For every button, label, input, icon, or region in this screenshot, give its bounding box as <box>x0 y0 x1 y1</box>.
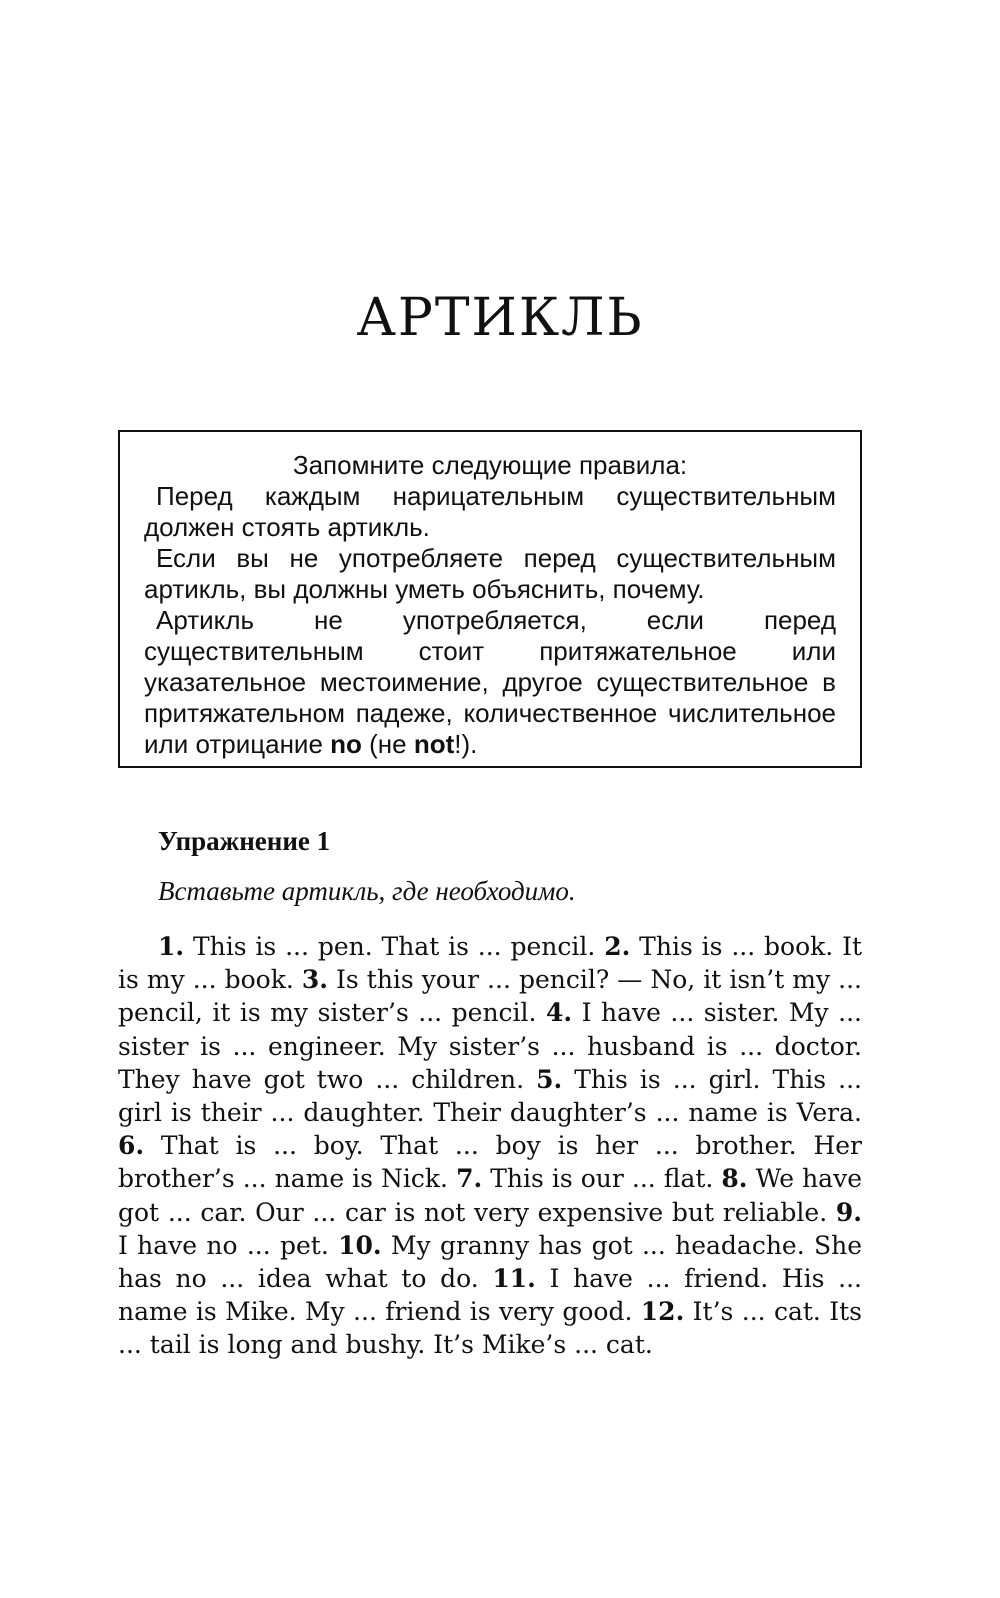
item-text: We have got ... car. Our ... car is not very expensive but reliable. <box>118 1164 862 1227</box>
item-number: 6. <box>118 1131 145 1161</box>
item-number: 4. <box>546 998 573 1028</box>
rule-paragraph-3-mid: (не <box>361 729 414 759</box>
rules-box <box>118 430 862 768</box>
item-text: This is ... pen. That is ... pencil. <box>184 932 605 961</box>
exercise-instruction: Вставьте артикль, где необходимо. <box>158 876 576 906</box>
rule-paragraph-1: Перед каждым нарицательным существительным должен стоять артикль. <box>144 481 836 542</box>
item-text: I have ... sister. My ... sister is ... engineer. My sister’s ... husband is ... doctor. They have got two ... children. <box>118 998 862 1094</box>
item-number: 12. <box>640 1297 685 1327</box>
item-number: 1. <box>158 932 185 961</box>
item-text: This is ... girl. This ... girl is their ... daughter. Their daughter’s ... name is Vera. <box>118 1064 862 1128</box>
item-number: 3. <box>301 965 328 995</box>
item-text: My granny has got ... headache. She has no ... idea what to do. <box>118 1230 862 1294</box>
rule-paragraph-3-end: !). <box>454 729 478 759</box>
item-text: I have ... friend. His ... name is Mike. My ... friend is very good. <box>118 1264 862 1327</box>
item-number: 2. <box>604 932 631 961</box>
item-number: 10. <box>338 1230 382 1260</box>
rule-paragraph-2: Если вы не употребляете перед существительным артикль, вы должны уметь объяснить, почему. <box>144 543 836 604</box>
item-text: That is ... boy. That ... boy is her ... brother. Her brother’s ... name is Nick. <box>118 1131 862 1194</box>
keyword-no: no <box>330 729 362 759</box>
item-number: 8. <box>721 1164 748 1194</box>
item-number: 5. <box>536 1064 563 1094</box>
page-title: АРТИКЛЬ <box>356 288 644 348</box>
rule-paragraph-3-text: Артикль не употребляется, если перед существительным стоит притяжательное или указательное местоимение, другое существительное в притяжательном падеже, количественное числительное или отрицание <box>144 605 836 759</box>
exercise-title: Упражнение 1 <box>158 826 331 856</box>
rules-heading: Запомните следующие правила: <box>292 450 688 480</box>
item-text: Is this your ... pencil? — No, it isn’t my ... pencil, it is my sister’s ... pencil. <box>118 965 862 1028</box>
rule-paragraph-3 <box>144 605 836 760</box>
item-text: I have no ... pet. <box>118 1230 339 1260</box>
item-number: 7. <box>456 1164 483 1194</box>
exercise-text <box>118 930 862 1362</box>
item-text: This is our ... flat. <box>482 1164 722 1194</box>
item-number: 9. <box>835 1197 862 1227</box>
item-number: 11. <box>492 1264 536 1294</box>
keyword-not: not <box>413 729 455 759</box>
item-text: This is ... book. It is my ... book. <box>118 932 863 995</box>
item-text: It’s ... cat. Its ... tail is long and bushy. It’s Mike’s ... cat. <box>118 1297 862 1360</box>
